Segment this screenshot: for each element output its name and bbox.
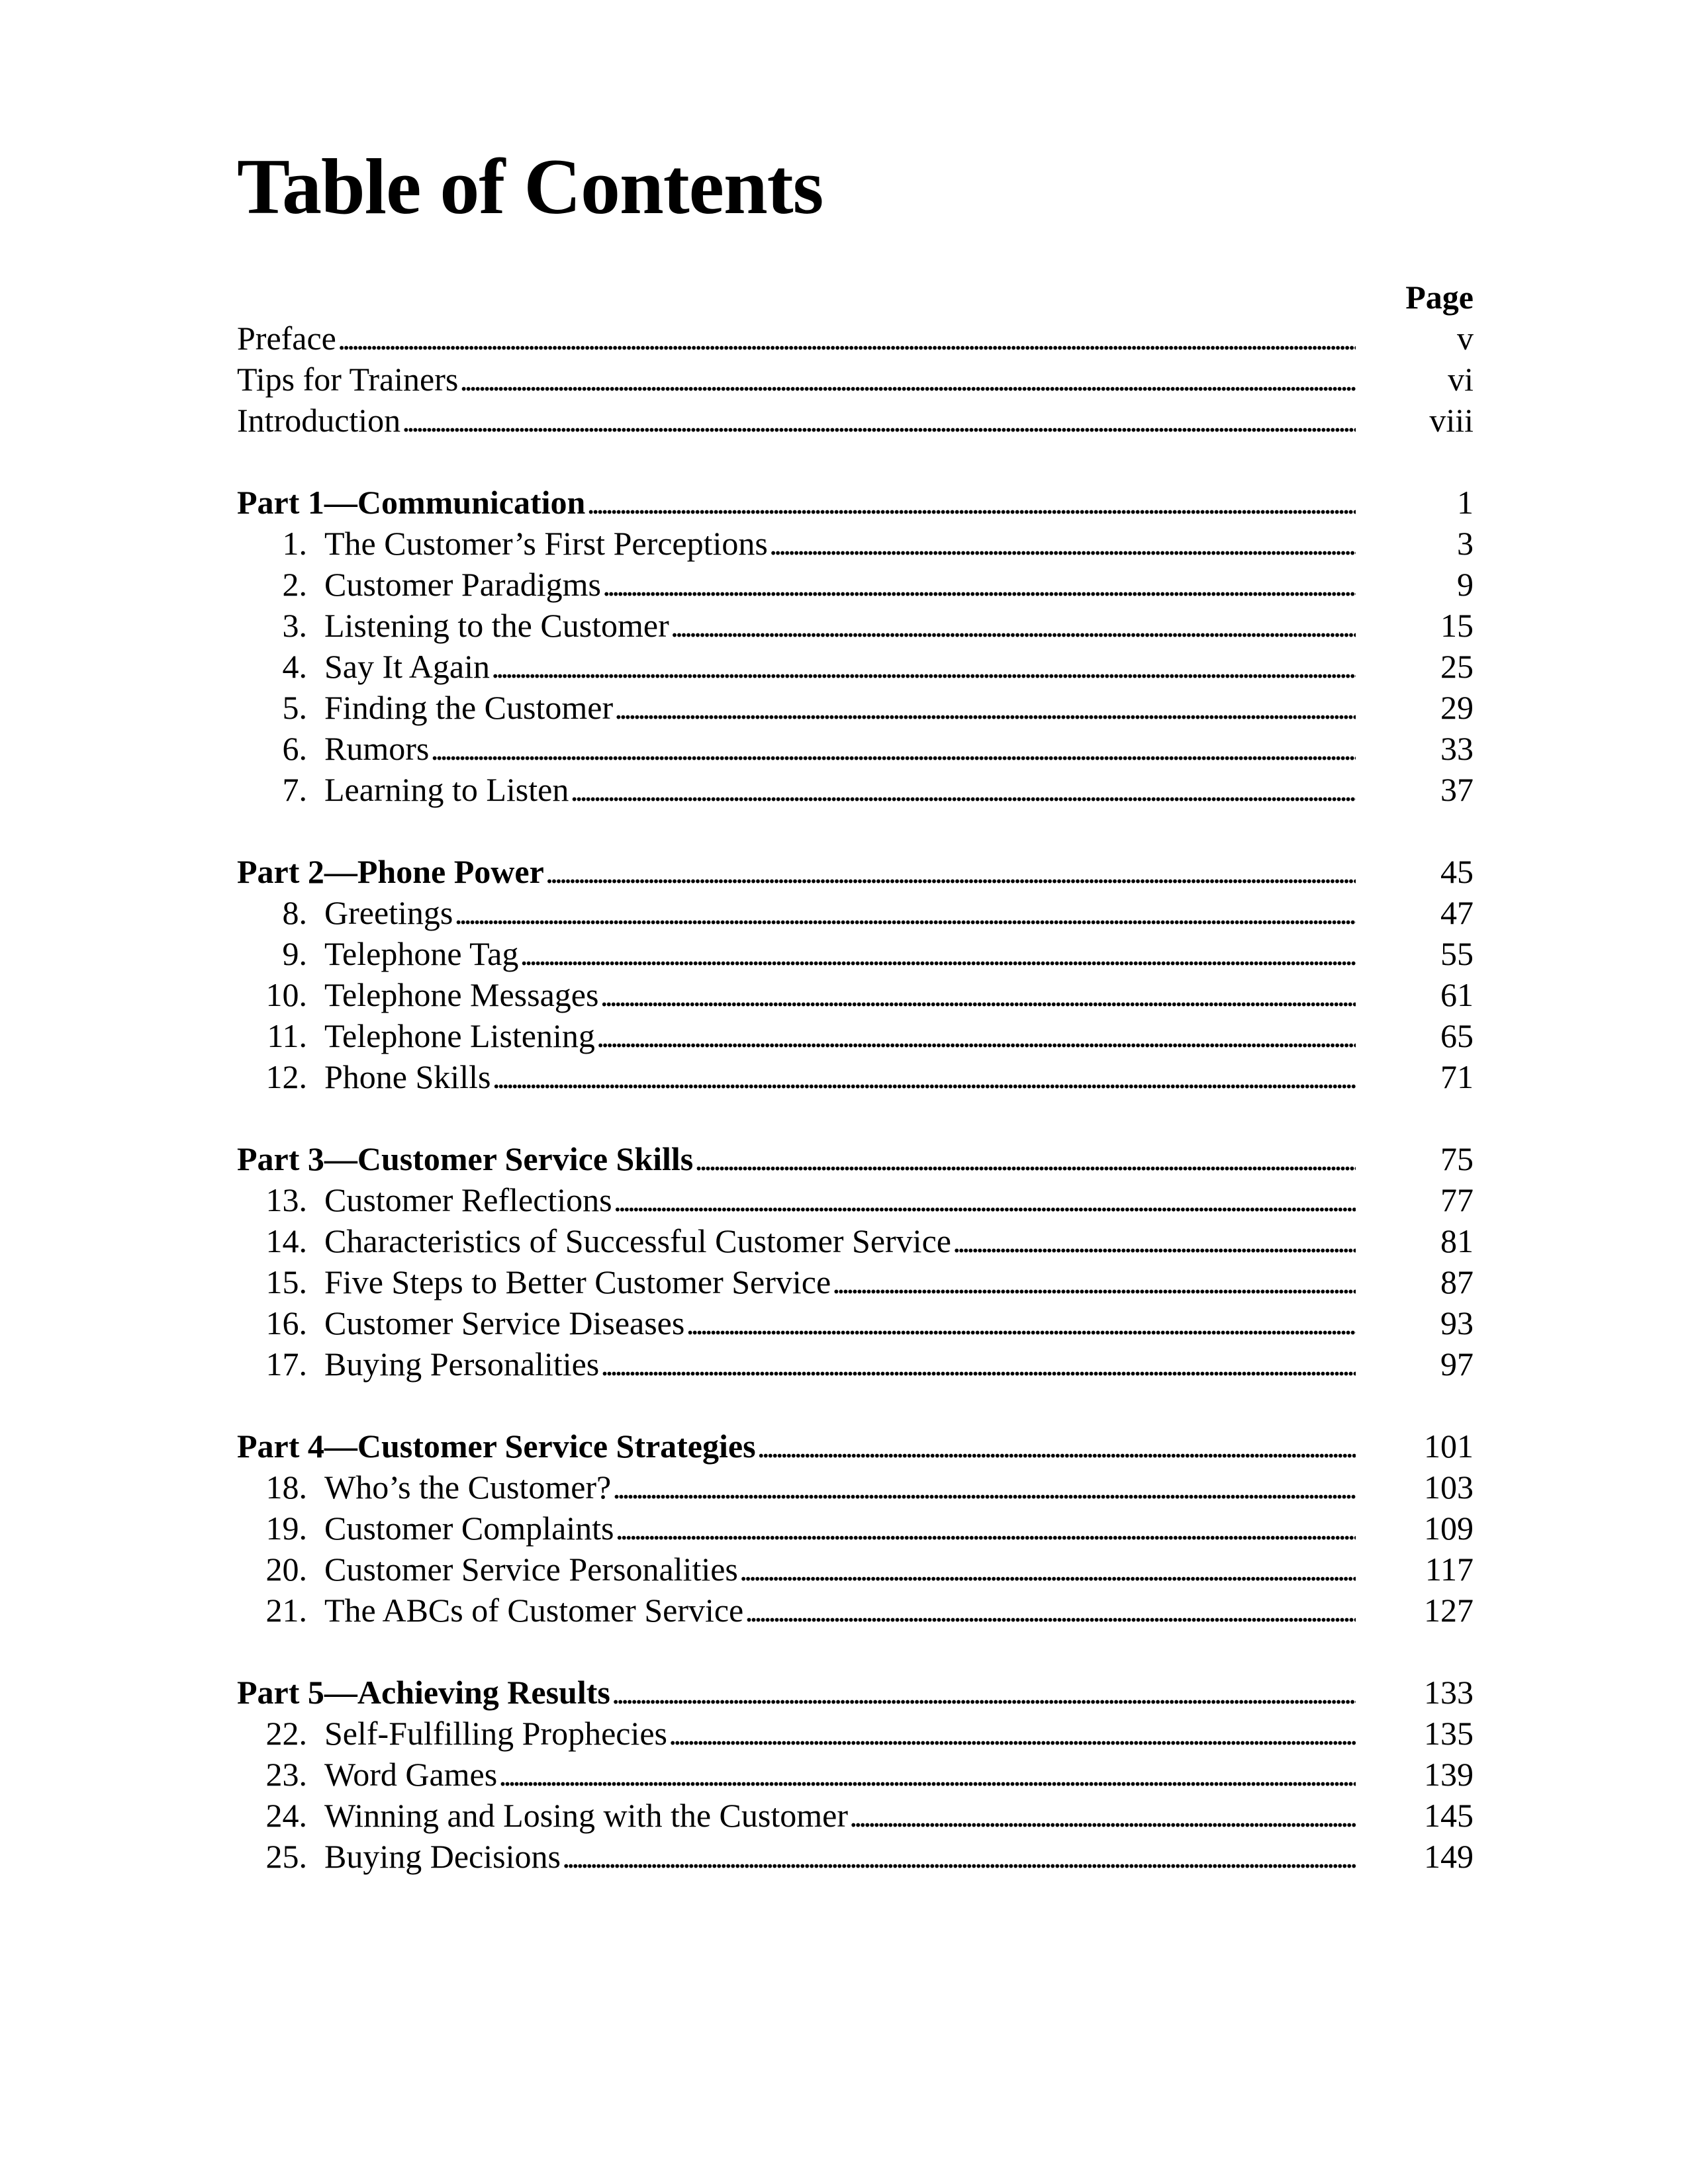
page-number: 71 bbox=[1440, 1058, 1474, 1095]
dot-leader bbox=[570, 769, 1356, 810]
dot-leader bbox=[491, 646, 1356, 687]
part-label: Part 3—Customer Service Skills bbox=[237, 1138, 694, 1179]
toc-chapter-17[interactable] bbox=[237, 1343, 1474, 1385]
toc-entry-tips-for-trainers[interactable] bbox=[237, 359, 1474, 400]
part-label: Part 2—Phone Power bbox=[237, 851, 545, 892]
chapter-label: The Customer’s First Perceptions bbox=[324, 523, 769, 564]
page-number: 135 bbox=[1424, 1715, 1474, 1752]
toc-chapter-25[interactable] bbox=[237, 1836, 1474, 1877]
toc-chapter-8[interactable] bbox=[237, 892, 1474, 933]
chapter-label: Greetings bbox=[324, 892, 454, 933]
toc-chapter-10[interactable] bbox=[237, 974, 1474, 1015]
dot-leader bbox=[614, 1179, 1356, 1220]
page-number: 81 bbox=[1440, 1222, 1474, 1259]
page-number: 3 bbox=[1457, 525, 1474, 562]
chapter-label: Telephone Listening bbox=[324, 1015, 596, 1056]
chapter-number: 4. bbox=[282, 648, 307, 685]
chapter-label: Customer Reflections bbox=[324, 1179, 614, 1220]
page-number: viii bbox=[1429, 402, 1474, 439]
entry-label: Tips for Trainers bbox=[237, 359, 459, 400]
page-column-header: Page bbox=[1405, 279, 1474, 316]
chapter-label: Characteristics of Successful Customer Service bbox=[324, 1220, 953, 1261]
chapter-number: 20. bbox=[265, 1551, 307, 1588]
chapter-number: 12. bbox=[265, 1058, 307, 1095]
toc-part-2[interactable] bbox=[237, 851, 1474, 892]
chapter-number: 19. bbox=[265, 1510, 307, 1547]
dot-leader bbox=[694, 1138, 1356, 1179]
page-number: 61 bbox=[1440, 976, 1474, 1013]
toc-chapter-7[interactable] bbox=[237, 769, 1474, 810]
page-number: 149 bbox=[1424, 1838, 1474, 1875]
page-number: 77 bbox=[1440, 1181, 1474, 1218]
dot-leader bbox=[614, 687, 1356, 728]
page-number: 93 bbox=[1440, 1304, 1474, 1342]
dot-leader bbox=[402, 400, 1356, 441]
dot-leader bbox=[492, 1056, 1356, 1097]
chapter-number: 23. bbox=[265, 1756, 307, 1793]
chapter-label: Finding the Customer bbox=[324, 687, 614, 728]
chapter-number: 15. bbox=[265, 1263, 307, 1300]
toc-chapter-3[interactable] bbox=[237, 605, 1474, 646]
dot-leader bbox=[520, 933, 1356, 974]
page-number: 65 bbox=[1440, 1017, 1474, 1054]
chapter-number: 25. bbox=[265, 1838, 307, 1875]
page-number: 117 bbox=[1425, 1551, 1474, 1588]
toc-part-1[interactable] bbox=[237, 482, 1474, 523]
chapter-number: 16. bbox=[265, 1304, 307, 1342]
chapter-label: Word Games bbox=[324, 1754, 498, 1795]
chapter-label: Rumors bbox=[324, 728, 430, 769]
chapter-number: 9. bbox=[282, 935, 307, 972]
chapter-number: 24. bbox=[265, 1797, 307, 1834]
dot-leader bbox=[612, 1467, 1356, 1508]
table-of-contents bbox=[237, 318, 1474, 1877]
toc-part-3[interactable] bbox=[237, 1138, 1474, 1179]
dot-leader bbox=[757, 1426, 1356, 1467]
toc-chapter-13[interactable] bbox=[237, 1179, 1474, 1220]
part-label: Part 4—Customer Service Strategies bbox=[237, 1426, 757, 1467]
chapter-label: Learning to Listen bbox=[324, 769, 570, 810]
toc-chapter-6[interactable] bbox=[237, 728, 1474, 769]
page-number: 45 bbox=[1440, 853, 1474, 890]
toc-chapter-18[interactable] bbox=[237, 1467, 1474, 1508]
page-number: 133 bbox=[1424, 1674, 1474, 1711]
page-number: 87 bbox=[1440, 1263, 1474, 1300]
chapter-number: 18. bbox=[265, 1469, 307, 1506]
page-number: 29 bbox=[1440, 689, 1474, 726]
dot-leader bbox=[769, 523, 1356, 564]
toc-chapter-15[interactable] bbox=[237, 1261, 1474, 1302]
page-number: 139 bbox=[1424, 1756, 1474, 1793]
chapter-number: 21. bbox=[265, 1592, 307, 1629]
toc-chapter-1[interactable] bbox=[237, 523, 1474, 564]
dot-leader bbox=[953, 1220, 1356, 1261]
page-number: 109 bbox=[1424, 1510, 1474, 1547]
chapter-number: 13. bbox=[265, 1181, 307, 1218]
chapter-number: 6. bbox=[282, 730, 307, 767]
chapter-label: Customer Service Personalities bbox=[324, 1549, 739, 1590]
toc-chapter-21[interactable] bbox=[237, 1590, 1474, 1631]
toc-chapter-9[interactable] bbox=[237, 933, 1474, 974]
dot-leader bbox=[586, 482, 1356, 523]
page-number: 127 bbox=[1424, 1592, 1474, 1629]
dot-leader bbox=[669, 1713, 1356, 1754]
chapter-label: Customer Paradigms bbox=[324, 564, 602, 605]
page-number: 25 bbox=[1440, 648, 1474, 685]
chapter-label: Phone Skills bbox=[324, 1056, 492, 1097]
dot-leader bbox=[600, 974, 1356, 1015]
chapter-number: 3. bbox=[282, 607, 307, 644]
dot-leader bbox=[849, 1795, 1356, 1836]
toc-chapter-16[interactable] bbox=[237, 1302, 1474, 1343]
part-label: Part 5—Achieving Results bbox=[237, 1672, 612, 1713]
page-number: 145 bbox=[1424, 1797, 1474, 1834]
toc-chapter-22[interactable] bbox=[237, 1713, 1474, 1754]
chapter-number: 11. bbox=[267, 1017, 307, 1054]
toc-chapter-19[interactable] bbox=[237, 1508, 1474, 1549]
dot-leader bbox=[739, 1549, 1356, 1590]
dot-leader bbox=[745, 1590, 1356, 1631]
dot-leader bbox=[562, 1836, 1356, 1877]
dot-leader bbox=[686, 1302, 1356, 1343]
toc-chapter-23[interactable] bbox=[237, 1754, 1474, 1795]
page-title: Table of Contents bbox=[237, 142, 823, 230]
page-number: v bbox=[1457, 320, 1474, 357]
dot-leader bbox=[498, 1754, 1356, 1795]
page-number: 37 bbox=[1440, 771, 1474, 808]
dot-leader bbox=[545, 851, 1356, 892]
toc-chapter-2[interactable] bbox=[237, 564, 1474, 605]
chapter-label: Listening to the Customer bbox=[324, 605, 671, 646]
chapter-label: Telephone Tag bbox=[324, 933, 520, 974]
chapter-number: 17. bbox=[265, 1345, 307, 1383]
page-number: 15 bbox=[1440, 607, 1474, 644]
dot-leader bbox=[616, 1508, 1356, 1549]
toc-chapter-11[interactable] bbox=[237, 1015, 1474, 1056]
toc-chapter-12[interactable] bbox=[237, 1056, 1474, 1097]
dot-leader bbox=[602, 564, 1356, 605]
entry-label: Preface bbox=[237, 318, 338, 359]
page-number: 103 bbox=[1424, 1469, 1474, 1506]
chapter-label: Customer Service Diseases bbox=[324, 1302, 686, 1343]
chapter-number: 2. bbox=[282, 566, 307, 603]
chapter-label: The ABCs of Customer Service bbox=[324, 1590, 745, 1631]
page-number: 47 bbox=[1440, 894, 1474, 931]
part-label: Part 1—Communication bbox=[237, 482, 586, 523]
chapter-label: Buying Personalities bbox=[324, 1343, 600, 1385]
toc-chapter-20[interactable] bbox=[237, 1549, 1474, 1590]
page-number: 75 bbox=[1440, 1140, 1474, 1177]
chapter-label: Telephone Messages bbox=[324, 974, 600, 1015]
chapter-label: Self-Fulfilling Prophecies bbox=[324, 1713, 669, 1754]
page-number: 55 bbox=[1440, 935, 1474, 972]
toc-chapter-14[interactable] bbox=[237, 1220, 1474, 1261]
dot-leader bbox=[430, 728, 1356, 769]
chapter-label: Winning and Losing with the Customer bbox=[324, 1795, 849, 1836]
toc-chapter-4[interactable] bbox=[237, 646, 1474, 687]
chapter-label: Customer Complaints bbox=[324, 1508, 616, 1549]
page-number: 101 bbox=[1424, 1428, 1474, 1465]
chapter-label: Say It Again bbox=[324, 646, 491, 687]
chapter-number: 5. bbox=[282, 689, 307, 726]
dot-leader bbox=[832, 1261, 1356, 1302]
dot-leader bbox=[338, 318, 1356, 359]
chapter-number: 7. bbox=[282, 771, 307, 808]
chapter-label: Buying Decisions bbox=[324, 1836, 562, 1877]
dot-leader bbox=[454, 892, 1356, 933]
toc-entry-preface[interactable] bbox=[237, 318, 1474, 359]
page-number: vi bbox=[1448, 361, 1474, 398]
chapter-label: Who’s the Customer? bbox=[324, 1467, 612, 1508]
entry-label: Introduction bbox=[237, 400, 402, 441]
chapter-number: 22. bbox=[265, 1715, 307, 1752]
page-number: 9 bbox=[1457, 566, 1474, 603]
toc-chapter-24[interactable] bbox=[237, 1795, 1474, 1836]
dot-leader bbox=[612, 1672, 1356, 1713]
chapter-label: Five Steps to Better Customer Service bbox=[324, 1261, 832, 1302]
page-number: 97 bbox=[1440, 1345, 1474, 1383]
chapter-number: 1. bbox=[282, 525, 307, 562]
page-number: 1 bbox=[1457, 484, 1474, 521]
page-number: 33 bbox=[1440, 730, 1474, 767]
toc-part-4[interactable] bbox=[237, 1426, 1474, 1467]
dot-leader bbox=[596, 1015, 1356, 1056]
dot-leader bbox=[459, 359, 1356, 400]
chapter-number: 8. bbox=[282, 894, 307, 931]
dot-leader bbox=[600, 1343, 1356, 1385]
toc-part-5[interactable] bbox=[237, 1672, 1474, 1713]
toc-entry-introduction[interactable] bbox=[237, 400, 1474, 441]
toc-chapter-5[interactable] bbox=[237, 687, 1474, 728]
dot-leader bbox=[671, 605, 1356, 646]
chapter-number: 10. bbox=[265, 976, 307, 1013]
chapter-number: 14. bbox=[265, 1222, 307, 1259]
